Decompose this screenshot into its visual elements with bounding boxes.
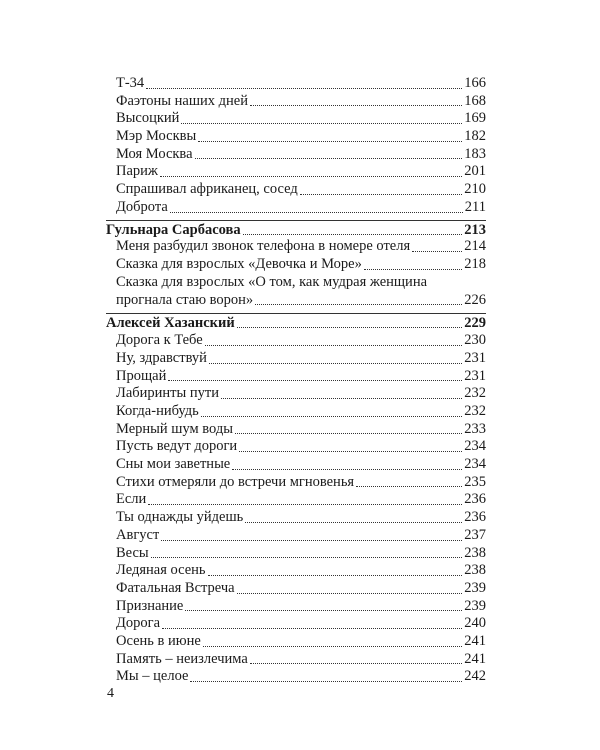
dot-leader: [250, 105, 462, 106]
entry-page: 239: [464, 579, 486, 596]
toc-entry-multiline: [106, 274, 486, 309]
entry-page: 232: [464, 403, 486, 419]
toc-entry: [106, 368, 486, 386]
toc-entry: [106, 545, 486, 563]
dot-leader: [168, 380, 462, 381]
dot-leader: [203, 646, 462, 647]
dot-leader: [160, 176, 462, 177]
toc-entry: [106, 110, 486, 128]
toc-entry: [106, 668, 486, 686]
dot-leader: [239, 451, 462, 452]
toc-entry: [106, 491, 486, 509]
dot-leader: [146, 88, 462, 89]
entry-title: Сны мои заветные: [116, 456, 231, 473]
toc-section-2: [106, 221, 486, 310]
toc-entry: [106, 615, 486, 633]
entry-page: 201: [464, 163, 486, 180]
entry-title: Пусть ведут дороги: [116, 438, 238, 455]
entry-page: 233: [464, 420, 486, 437]
entry-page: 214: [464, 238, 486, 255]
entry-title: Если: [116, 491, 147, 508]
entry-title: Высоцкий: [116, 110, 180, 127]
entry-title: Мэр Москвы: [116, 128, 197, 145]
toc-entry: [106, 456, 486, 474]
dot-leader: [412, 251, 462, 252]
dot-leader: [237, 327, 463, 328]
entry-page: 236: [464, 509, 486, 526]
dot-leader: [148, 504, 462, 505]
toc-entry: [106, 474, 486, 492]
dot-leader: [232, 469, 462, 470]
entry-page: 210: [464, 181, 486, 198]
entry-title: Дорога: [116, 615, 161, 632]
dot-leader: [235, 433, 462, 434]
entry-title: Мы – целое: [116, 668, 189, 685]
dot-leader: [356, 486, 462, 487]
author-name: Гульнара Сарбасова: [106, 221, 241, 238]
entry-title: Фаэтоны наших дней: [116, 92, 248, 109]
dot-leader: [245, 522, 462, 523]
toc-entry: [106, 580, 486, 598]
toc-section-3: [106, 314, 486, 686]
dot-leader: [237, 593, 463, 594]
entry-page: 183: [464, 145, 486, 162]
entry-page: 234: [464, 456, 486, 473]
entry-page: 240: [464, 615, 486, 632]
dot-leader: [170, 212, 463, 213]
entry-title: Прощай: [116, 367, 167, 384]
toc-entry: [106, 163, 486, 181]
entry-page: 168: [464, 92, 486, 109]
toc-entry: [106, 199, 486, 217]
toc-entry: [106, 146, 486, 164]
entry-page: 237: [464, 526, 486, 543]
entry-title-line2-row: [116, 292, 486, 310]
dot-leader: [198, 141, 462, 142]
entry-title: Моя Москва: [116, 145, 193, 162]
toc-entry: [106, 256, 486, 274]
dot-leader: [364, 269, 462, 270]
entry-page: 232: [464, 385, 486, 402]
entry-page: 238: [464, 544, 486, 561]
entry-title: Т-34: [116, 74, 145, 91]
entry-page: 239: [464, 597, 486, 614]
entry-title: Спрашивал африканец, сосед: [116, 181, 298, 198]
toc-entry: [106, 509, 486, 527]
table-of-contents: [106, 75, 486, 686]
entry-title: Ледяная осень: [116, 562, 206, 579]
entry-title: Париж: [116, 163, 158, 180]
toc-entry: [106, 385, 486, 403]
author-page: 213: [464, 221, 486, 238]
toc-entry: [106, 128, 486, 146]
entry-title: Признание: [116, 597, 184, 614]
entry-title: Весы: [116, 544, 149, 561]
dot-leader: [205, 345, 463, 346]
toc-entry: [106, 651, 486, 669]
entry-page: 169: [464, 110, 486, 127]
entry-page: 211: [464, 198, 486, 215]
entry-page: 236: [464, 491, 486, 508]
toc-entry: [106, 562, 486, 580]
dot-leader: [208, 575, 463, 576]
toc-entry: [106, 75, 486, 93]
entry-page: 182: [464, 128, 486, 145]
dot-leader: [243, 234, 463, 235]
entry-title: Дорога к Тебе: [116, 332, 203, 349]
entry-page: 230: [464, 332, 486, 349]
entry-title: Память – неизлечима: [116, 650, 248, 667]
entry-page: 226: [464, 291, 486, 308]
toc-entry: [106, 93, 486, 111]
toc-entry: [106, 350, 486, 368]
entry-title: Доброта: [116, 198, 168, 215]
entry-title: Ну, здравствуй: [116, 349, 207, 366]
entry-page: 242: [464, 668, 486, 685]
entry-title: Сказка для взрослых «Девочка и Море»: [116, 256, 362, 273]
author-heading: [106, 221, 486, 239]
page-number: 4: [107, 686, 114, 701]
dot-leader: [162, 628, 462, 629]
toc-entry: [106, 527, 486, 545]
dot-leader: [250, 663, 462, 664]
entry-title: Когда-нибудь: [116, 403, 199, 419]
entry-page: 241: [464, 650, 486, 667]
dot-leader: [300, 194, 463, 195]
dot-leader: [201, 416, 463, 417]
entry-page: 234: [464, 438, 486, 455]
dot-leader: [190, 681, 462, 682]
entry-title: Ты однажды уйдешь: [116, 509, 244, 526]
toc-entry: [106, 633, 486, 651]
toc-entry: [106, 332, 486, 350]
dot-leader: [195, 158, 463, 159]
entry-title-line1: Сказка для взрослых «О том, как мудрая женщина: [116, 273, 428, 290]
toc-section-1: [106, 75, 486, 217]
toc-entry: [106, 438, 486, 456]
toc-entry: [106, 181, 486, 199]
entry-page: 166: [464, 74, 486, 91]
entry-title: Стихи отмеряли до встречи мгновенья: [116, 473, 355, 490]
entry-title: Осень в июне: [116, 632, 201, 649]
toc-entry: [106, 598, 486, 616]
entry-page: 238: [464, 562, 486, 579]
dot-leader: [151, 557, 463, 558]
author-heading: [106, 314, 486, 332]
toc-entry: [106, 421, 486, 439]
author-name: Алексей Хазанский: [106, 315, 235, 332]
dot-leader: [255, 304, 462, 305]
dot-leader: [209, 363, 462, 364]
entry-page: 235: [464, 473, 486, 490]
dot-leader: [185, 610, 462, 611]
dot-leader: [181, 123, 462, 124]
entry-title: Август: [116, 526, 160, 543]
entry-title: Мерный шум воды: [116, 420, 233, 437]
entry-page: 218: [464, 256, 486, 273]
author-page: 229: [464, 315, 486, 332]
dot-leader: [221, 398, 462, 399]
entry-page: 241: [464, 632, 486, 649]
dot-leader: [161, 540, 462, 541]
toc-entry: [106, 239, 486, 257]
entry-page: 231: [464, 349, 486, 366]
entry-title: Фатальная Встреча: [116, 579, 235, 596]
entry-title-line2: прогнала стаю ворон»: [116, 291, 254, 308]
entry-page: 231: [464, 367, 486, 384]
toc-entry: [106, 403, 486, 421]
entry-title: Меня разбудил звонок телефона в номере отеля: [116, 238, 411, 255]
entry-title: Лабиринты пути: [116, 385, 219, 402]
